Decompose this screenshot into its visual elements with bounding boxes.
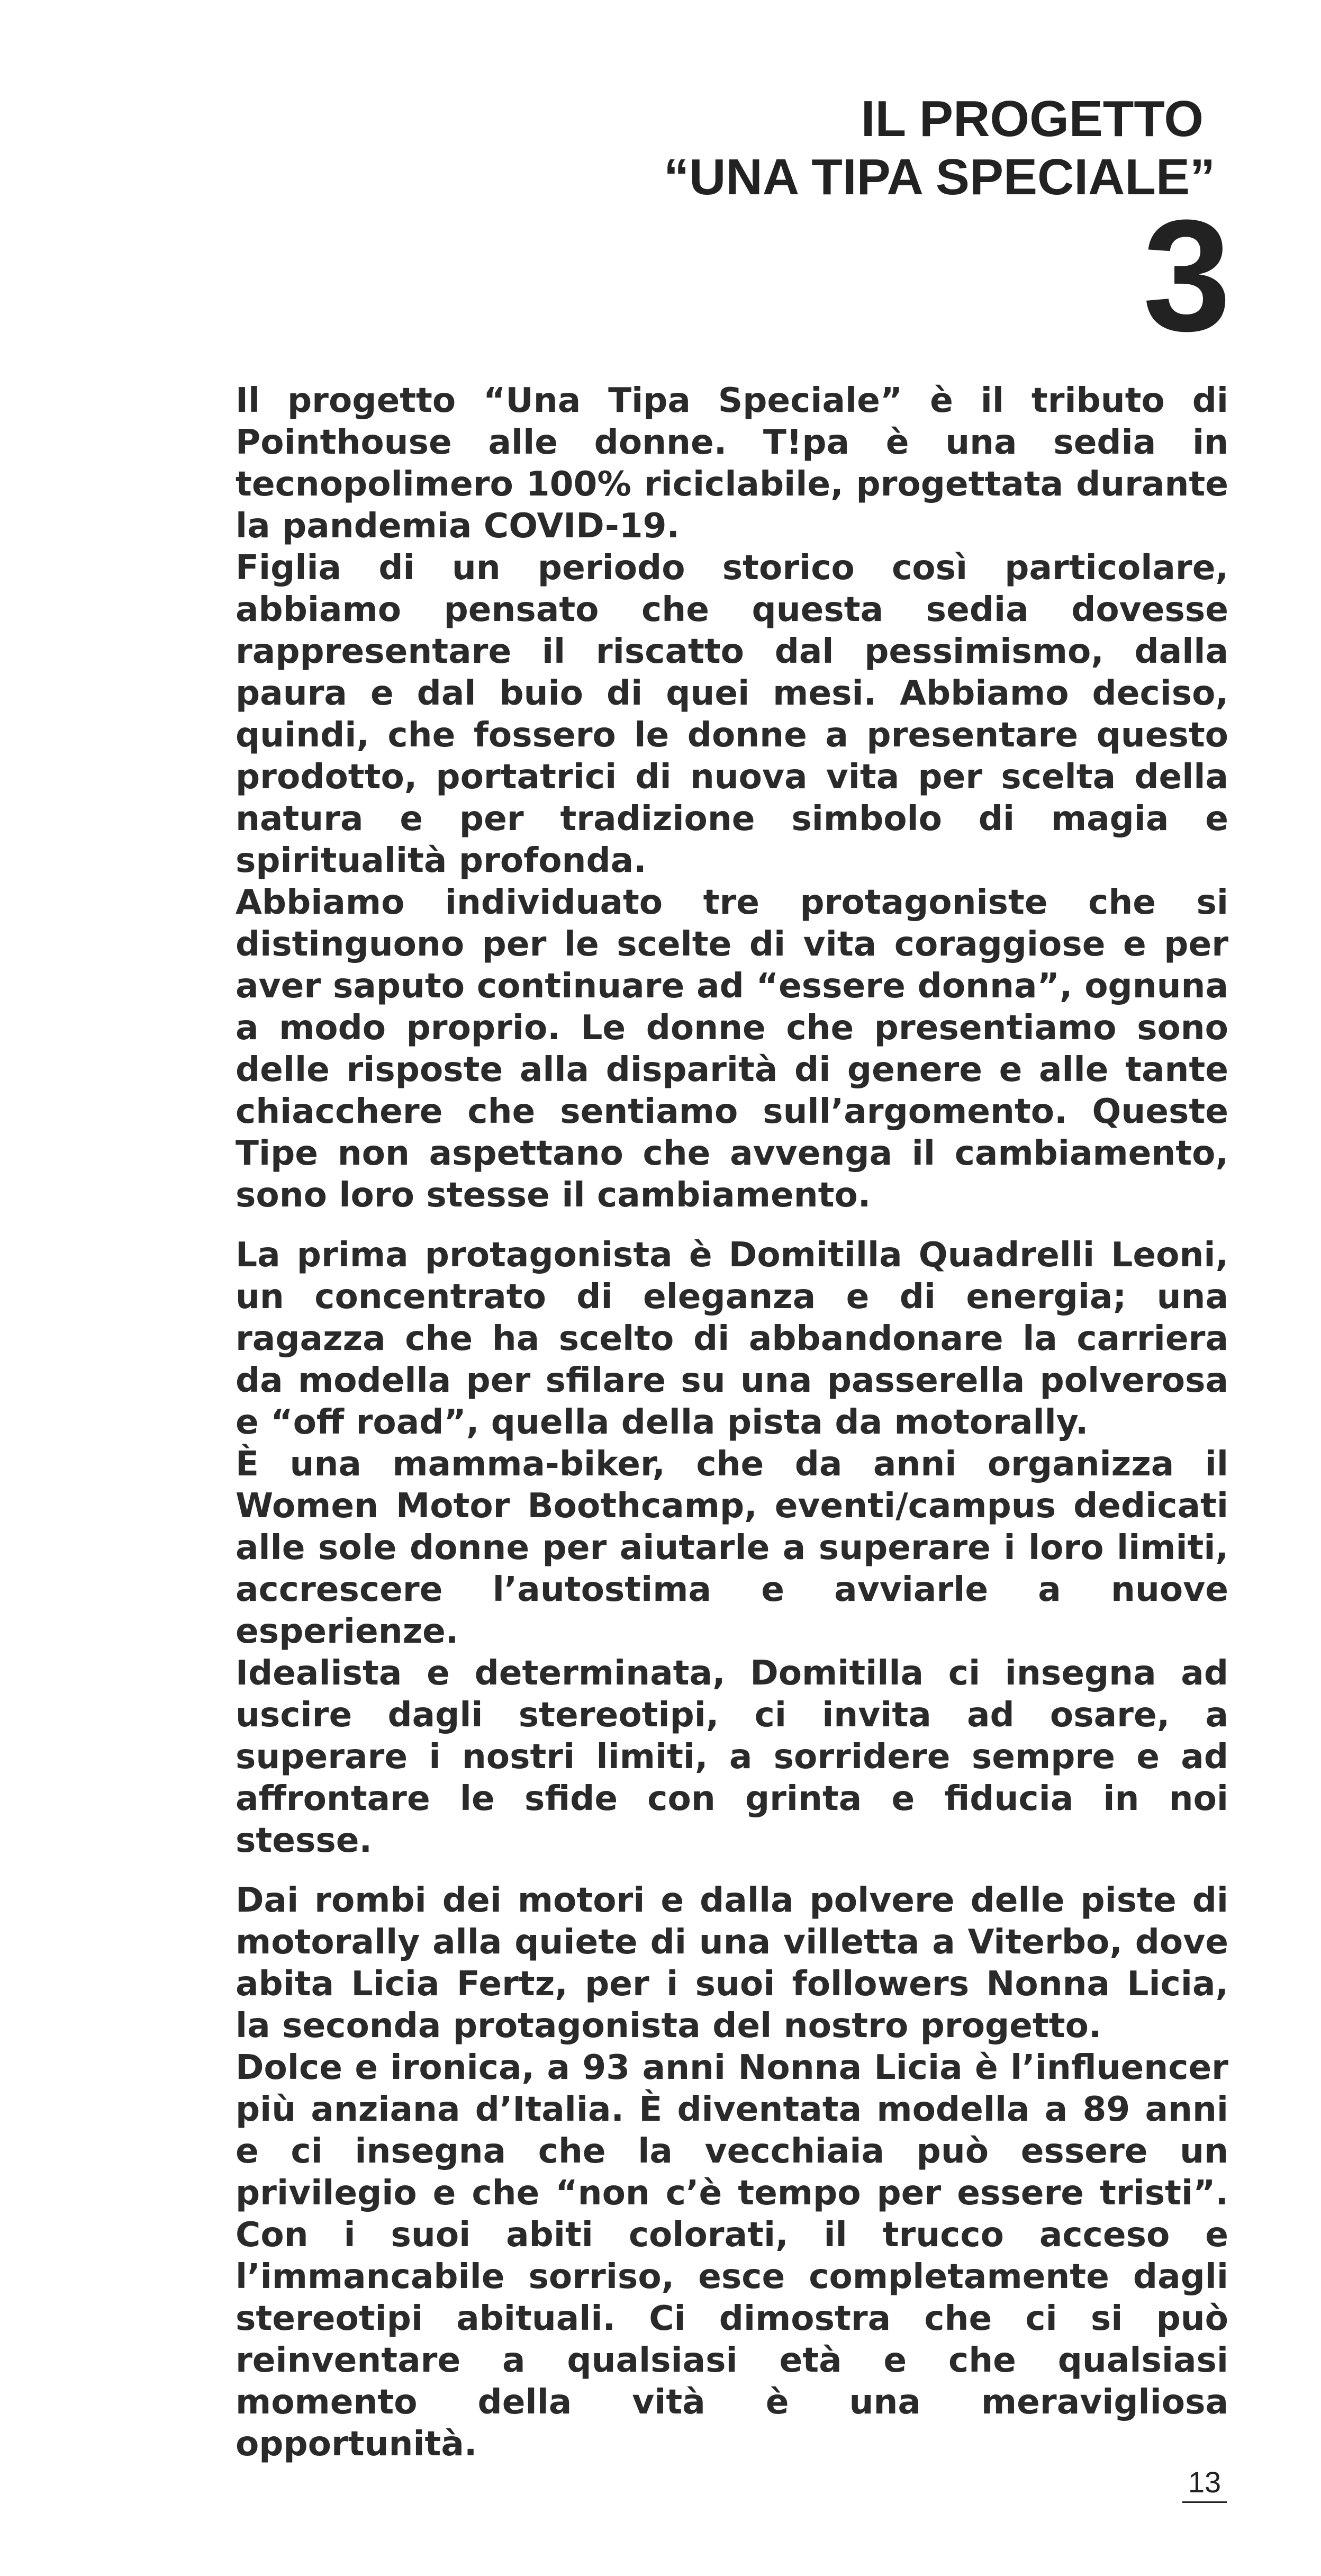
page-number: 13 xyxy=(1182,2465,1227,2503)
paragraph: Il progetto “Una Tipa Speciale” è il tributo di Pointhouse alle donne. T!pa è una sedia in tecnopolimero 100% riciclabile, progettata durante la pandemia COVID-19. xyxy=(236,381,1228,546)
body-text xyxy=(236,380,1228,2465)
section-header xyxy=(664,90,1215,206)
paragraph: Dai rombi dei motori e dalla polvere delle piste di motorally alla quiete di una villetta a Viterbo, dove abita Licia Fertz, per i suoi followers Nonna Licia, la seconda protagonista del nostro progetto. xyxy=(236,1880,1228,2046)
paragraph: Abbiamo individuato tre protagoniste che si distinguono per le scelte di vita coraggiose e per aver saputo continuare ad “essere donna”, ognuna a modo proprio. Le donne che presentiamo sono delle risposte alla disparità di genere e alle tante chiacchere che sentiamo sull’argomento. Queste Tipe non aspettano che avvenga il cambiamento, sono loro stesse il cambiamento. xyxy=(236,882,1228,1215)
paragraph: La prima protagonista è Domitilla Quadrelli Leoni, un concentrato di eleganza e di energia; una ragazza che ha scelto di abbandonare la carriera da modella per sfilare su una passerella polverosa e “off road”, quella della pista da motorally. xyxy=(236,1235,1228,1442)
paragraph: Figlia di un periodo storico così particolare, abbiamo pensato che questa sedia dovesse rappresentare il riscatto dal pessimismo, dalla paura e dal buio di quei mesi. Abbiamo deciso, quindi, che fossero le donne a presentare questo prodotto, portatrici di nuova vita per scelta della natura e per tradizione simbolo di magia e spiritualità profonda. xyxy=(236,548,1228,880)
section-title-line-2: “UNA TIPA SPECIALE” xyxy=(664,149,1215,205)
chapter-number: 3 xyxy=(1143,186,1231,364)
paragraph: È una mamma-biker, che da anni organizza il Women Motor Boothcamp, eventi/campus dedicati alle sole donne per aiutarle a superare i loro limiti, accrescere l’autostima e avviarle a nuove esperienze. xyxy=(236,1444,1228,1651)
paragraph: Idealista e determinata, Domitilla ci insegna ad uscire dagli stereotipi, ci invita ad osare, a superare i nostri limiti, a sorridere sempre e ad affrontare le sfide con grinta e fiducia in noi stesse. xyxy=(236,1653,1228,1860)
paragraph: Dolce e ironica, a 93 anni Nonna Licia è l’influencer più anziana d’Italia. È diventata modella a 89 anni e ci insegna che la vecchiaia può essere un privilegio e che “non c’è tempo per essere tristi”. Con i suoi abiti colorati, il trucco acceso e l’immancabile sorriso, esce completamente dagli stereotipi abituali. Ci dimostra che ci si può reinventare a qualsiasi età e che qualsiasi momento della vità è una meravigliosa opportunità. xyxy=(236,2048,1228,2464)
section-title-line-1: IL PROGETTO xyxy=(861,91,1204,147)
